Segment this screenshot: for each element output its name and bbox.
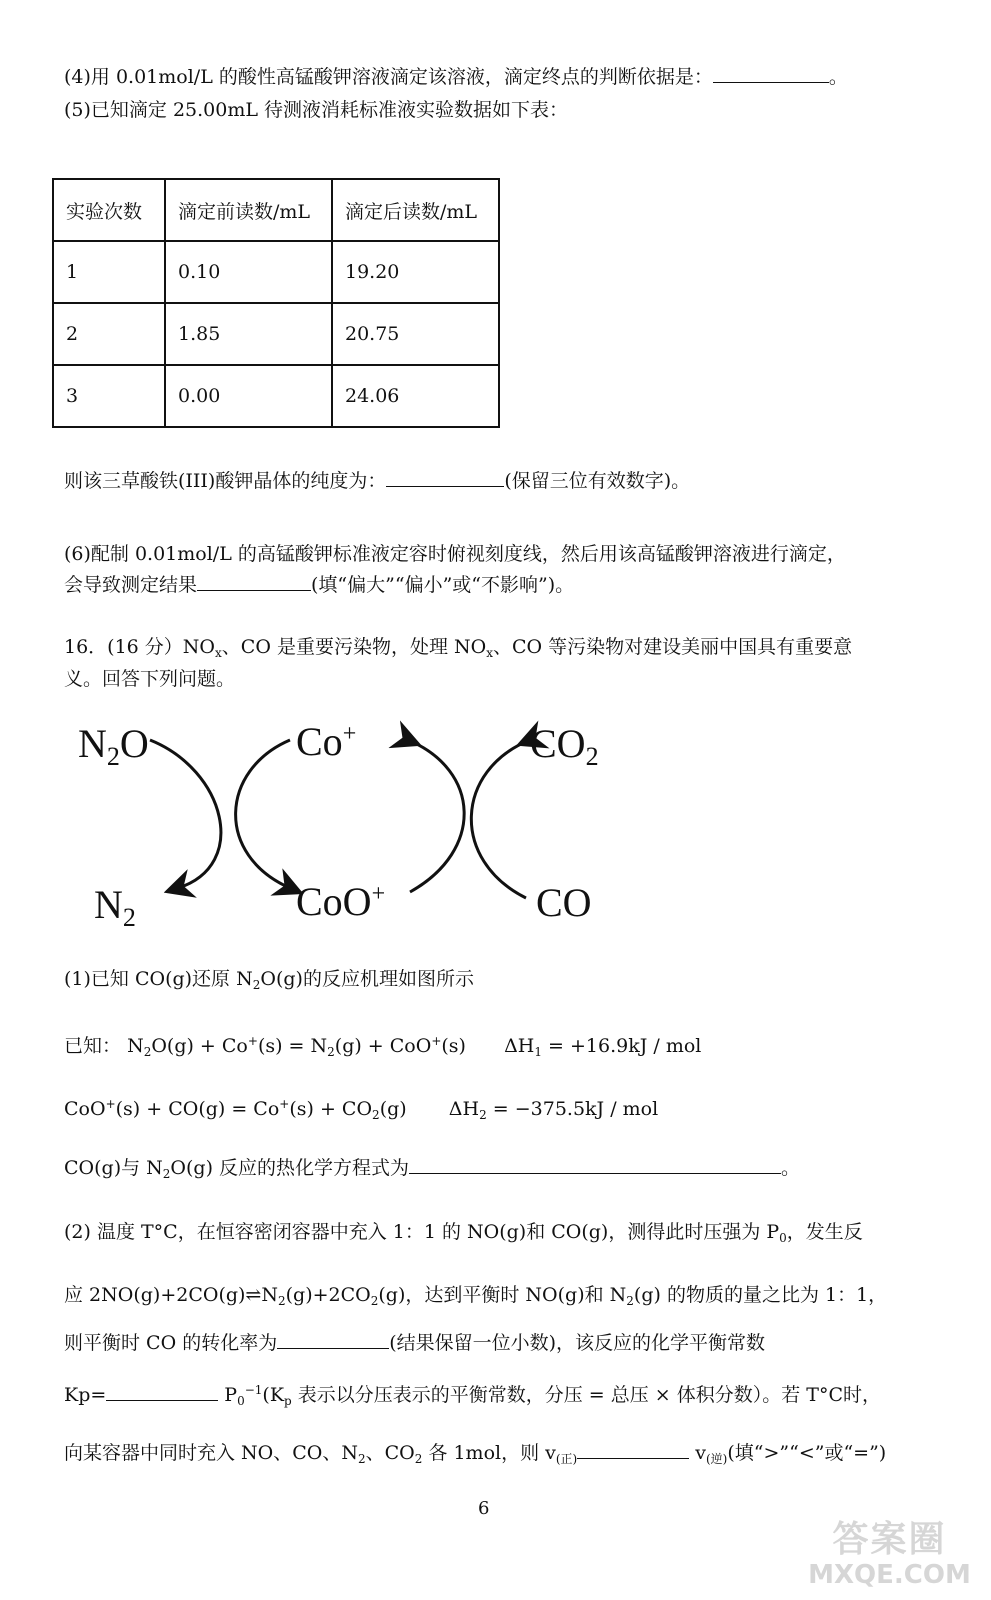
eq-text: O(g) + Co bbox=[151, 1035, 248, 1057]
eq-text: (s) + CO(g) = Co bbox=[115, 1098, 280, 1120]
question-16-line2 bbox=[64, 666, 235, 692]
p2-text: (结果保留一位小数)，该反应的化学平衡常数 bbox=[389, 1332, 766, 1354]
question-6-line2 bbox=[64, 572, 574, 598]
eq-text: CoO bbox=[64, 1098, 106, 1120]
table-cell: 0.00 bbox=[165, 365, 332, 427]
eq-text: (s) = N bbox=[257, 1035, 328, 1057]
delta-h-value: = +16.9kJ / mol bbox=[542, 1035, 702, 1057]
thermo-text: 。 bbox=[781, 1157, 801, 1179]
answer-blank-conversion[interactable] bbox=[277, 1330, 389, 1349]
question-5 bbox=[64, 97, 568, 123]
superscript: + bbox=[279, 1097, 290, 1111]
p2-text: (g)+2CO bbox=[285, 1284, 371, 1306]
equation-2 bbox=[64, 1091, 658, 1128]
subscript: 1 bbox=[534, 1045, 542, 1059]
p2-text: (2) 温度 T°C，在恒容密闭容器中充入 1：1 的 NO(g)和 CO(g)，测得此时压强为 P bbox=[64, 1221, 780, 1243]
p2-text: 各 1mol，则 v bbox=[422, 1442, 556, 1464]
subscript: 2 bbox=[162, 1167, 171, 1181]
header-cell: 滴定前读数/mL bbox=[165, 179, 332, 241]
superscript: + bbox=[105, 1097, 116, 1111]
titration-table bbox=[52, 178, 500, 428]
p2-text: (填“>”“<”或“=”) bbox=[727, 1442, 887, 1464]
subscript: x bbox=[215, 646, 222, 660]
p2-text: 应 2NO(g)+2CO(g)⇌N bbox=[64, 1284, 278, 1306]
eq-text: N bbox=[127, 1035, 144, 1057]
table-cell: 24.06 bbox=[332, 365, 499, 427]
q16-text: 、CO 等污染物对建设美丽中国具有重要意 bbox=[492, 636, 853, 658]
eq-text: (g) bbox=[379, 1098, 407, 1120]
table-row bbox=[53, 365, 499, 427]
question-6-line1 bbox=[64, 541, 846, 567]
p2-text: 则平衡时 CO 的转化率为 bbox=[64, 1332, 278, 1354]
subscript: 2 bbox=[252, 978, 261, 992]
question-4 bbox=[64, 64, 848, 90]
thermo-text: CO(g)与 N bbox=[64, 1157, 163, 1179]
table-cell: 1 bbox=[53, 241, 165, 303]
label-co: CO bbox=[536, 880, 592, 925]
superscript: + bbox=[431, 1034, 442, 1048]
purity-question bbox=[64, 468, 690, 494]
subscript: 2 bbox=[370, 1294, 379, 1308]
arrow-co-plus-to-coo-plus bbox=[236, 740, 290, 888]
table-cell: 2 bbox=[53, 303, 165, 365]
q5-text: (5)已知滴定 25.00mL 待测液消耗标准液实验数据如下表： bbox=[64, 99, 569, 121]
purity-suffix: (保留三位有效数字)。 bbox=[504, 470, 691, 492]
subscript: 2 bbox=[277, 1294, 286, 1308]
subscript: (正) bbox=[555, 1452, 578, 1466]
p1-text: (g) bbox=[275, 968, 303, 990]
answer-blank-kp[interactable] bbox=[106, 1382, 218, 1401]
table-cell: 1.85 bbox=[165, 303, 332, 365]
table-cell: 19.20 bbox=[332, 241, 499, 303]
q6-text: 会导致测定结果 bbox=[64, 574, 198, 596]
watermark-bottom: MXQE.COM bbox=[808, 1560, 971, 1590]
subscript: x bbox=[486, 646, 493, 660]
q4-suffix: 。 bbox=[828, 66, 848, 88]
label-coo-plus: CoO+ bbox=[296, 879, 386, 924]
answer-blank-q4[interactable] bbox=[713, 64, 829, 83]
part-1-intro bbox=[64, 966, 474, 998]
table-cell: 0.10 bbox=[165, 241, 332, 303]
equation-1 bbox=[64, 1028, 701, 1065]
answer-blank-purity[interactable] bbox=[386, 468, 504, 487]
p2-text: v bbox=[695, 1442, 706, 1464]
header-cell: 实验次数 bbox=[53, 179, 165, 241]
eq-text: (s) bbox=[441, 1035, 466, 1057]
purity-text: 则该三草酸铁(III)酸钾晶体的纯度为： bbox=[64, 470, 387, 492]
watermark-top: 答案圈 bbox=[832, 1519, 947, 1560]
eq-text: (s) + CO bbox=[289, 1098, 373, 1120]
subscript: 0 bbox=[237, 1394, 245, 1408]
p1-text: (1)已知 CO(g)还原 bbox=[64, 968, 237, 990]
p2-text: (K bbox=[262, 1384, 285, 1406]
subscript: 2 bbox=[626, 1294, 634, 1308]
subscript: 2 bbox=[479, 1108, 487, 1122]
eq-text: (g) + CoO bbox=[334, 1035, 432, 1057]
superscript: + bbox=[247, 1034, 258, 1048]
delta-h: ΔH bbox=[448, 1098, 480, 1120]
table-row bbox=[53, 303, 499, 365]
table-header-row bbox=[53, 179, 499, 241]
superscript: −1 bbox=[244, 1383, 263, 1397]
p1-text: N bbox=[236, 968, 253, 990]
answer-blank-q6[interactable] bbox=[197, 572, 311, 591]
q16-text: 义。回答下列问题。 bbox=[64, 668, 236, 690]
answer-blank-thermo[interactable] bbox=[409, 1155, 781, 1174]
subscript: (逆) bbox=[705, 1452, 728, 1466]
question-16-line1 bbox=[64, 634, 852, 666]
subscript: 2 bbox=[327, 1045, 335, 1059]
watermark-logo bbox=[802, 1520, 977, 1592]
p2-text: ，发生反 bbox=[786, 1221, 863, 1243]
arrow-co-to-co2 bbox=[471, 740, 530, 898]
p1-text: O bbox=[260, 968, 276, 990]
part-2-line3 bbox=[64, 1330, 765, 1356]
thermo-equation-question bbox=[64, 1155, 800, 1187]
p2-text: 向某容器中同时充入 NO、CO、N bbox=[64, 1442, 358, 1464]
q6-suffix: (填“偏大”“偏小”或“不影响”)。 bbox=[311, 574, 575, 596]
p1-text: 的反应机理如图所示 bbox=[302, 968, 474, 990]
table-row bbox=[53, 241, 499, 303]
reaction-mechanism-diagram bbox=[60, 700, 660, 940]
subscript: 2 bbox=[143, 1045, 152, 1059]
arrow-coo-plus-to-co-plus bbox=[408, 740, 464, 892]
p2-text: (g) 的物质的量之比为 1：1， bbox=[633, 1284, 888, 1306]
part-2-line4 bbox=[64, 1377, 881, 1414]
subscript: 2 bbox=[414, 1452, 423, 1466]
q16-text: 、CO 是重要污染物，处理 NO bbox=[221, 636, 487, 658]
q6-text: (6)配制 0.01mol/L 的高锰酸钾标准液定容时俯视刻度线，然后用该高锰酸钾溶液进行滴定， bbox=[64, 543, 846, 565]
delta-h: ΔH bbox=[504, 1035, 535, 1057]
part-2-line5 bbox=[64, 1440, 886, 1472]
p2-text: P bbox=[224, 1384, 238, 1406]
table-cell: 3 bbox=[53, 365, 165, 427]
page-number: 6 bbox=[478, 1498, 490, 1519]
subscript: 2 bbox=[357, 1452, 366, 1466]
part-2-line1 bbox=[64, 1219, 863, 1251]
eq-label: 已知： bbox=[64, 1035, 122, 1057]
p2-text: 表示以分压表示的平衡常数，分压 = 总压 × 体积分数）。若 T°C时， bbox=[291, 1384, 882, 1406]
thermo-text: O(g) 反应的热化学方程式为 bbox=[170, 1157, 410, 1179]
label-co2: $CO_2$ bbox=[530, 721, 599, 771]
arrow-n2o-to-n2 bbox=[150, 740, 221, 888]
subscript: 2 bbox=[372, 1108, 380, 1122]
p2-text: (g)，达到平衡时 NO(g)和 N bbox=[378, 1284, 627, 1306]
subscript: 0 bbox=[779, 1231, 787, 1245]
table-cell: 20.75 bbox=[332, 303, 499, 365]
label-n2: $N_2$ bbox=[94, 882, 136, 932]
p2-text: 、CO bbox=[365, 1442, 415, 1464]
label-co-plus: Co+ bbox=[296, 719, 357, 764]
subscript: p bbox=[284, 1394, 292, 1408]
part-2-line2 bbox=[64, 1282, 887, 1314]
header-cell: 滴定后读数/mL bbox=[332, 179, 499, 241]
answer-blank-rate[interactable] bbox=[577, 1440, 689, 1459]
p2-text: Kp= bbox=[64, 1384, 107, 1406]
label-n2o: $N_2O$ bbox=[78, 721, 149, 771]
q16-text: 16．(16 分）NO bbox=[64, 636, 216, 658]
delta-h-value: = −375.5kJ / mol bbox=[486, 1098, 659, 1120]
q4-text: (4)用 0.01mol/L 的酸性高锰酸钾溶液滴定该溶液，滴定终点的判断依据是： bbox=[64, 66, 713, 88]
